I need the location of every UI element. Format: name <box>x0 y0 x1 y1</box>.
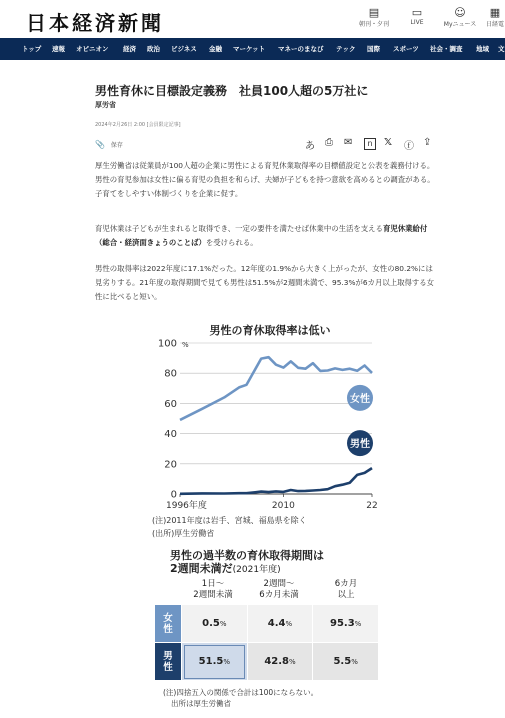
table-cell <box>313 643 379 681</box>
cell-value: 51.5 <box>198 656 224 667</box>
tv-icon: ▭ <box>411 6 423 19</box>
y-tick-label: 0 <box>170 489 177 501</box>
table-cell <box>313 605 379 643</box>
article-paragraph-3: 男性の取得率は2022年度に17.1%だった。12年度の1.9%から大きく上がったが、女性の80.2%には見劣りする。21年度の取得期間で見ても男性は51.5%が2週間未満で、95.3%が6カ月以上取得する女性に比べると短い。 <box>95 264 435 301</box>
column-header-long-line2: 以上 <box>337 590 355 600</box>
print-icon[interactable]: ⎙ <box>325 137 333 148</box>
nav-item-sports[interactable]: スポーツ <box>393 45 419 53</box>
nav-item-markets[interactable]: マーケット <box>233 45 266 53</box>
font-size-icon[interactable]: あ <box>305 141 315 152</box>
column-header-short-line1: 1日～ <box>201 579 225 589</box>
save-label: 保存 <box>110 142 123 149</box>
row-header-male-char1: 男 <box>163 650 173 662</box>
y-tick-label: 80 <box>164 368 177 380</box>
table-row-male <box>155 643 379 681</box>
article-paragraph-2 <box>95 222 440 250</box>
row-header-male-char2: 性 <box>163 661 173 673</box>
column-header-mid-line1: 2週間～ <box>263 579 295 589</box>
table-note <box>163 687 318 709</box>
cell-unit: % <box>289 658 296 666</box>
chart-source: (出所)厚生労働省 <box>152 529 215 538</box>
cell-value: 0.5 <box>202 618 220 629</box>
y-tick-label: 60 <box>164 398 177 410</box>
table-title-line2: 2週間未満だ <box>170 562 233 575</box>
article-title: 男性育休に目標設定義務 社員100人超の5万社に <box>95 84 369 98</box>
share-icon[interactable]: ⇪ <box>423 137 432 148</box>
newspaper-icon: ▤ <box>368 6 380 19</box>
row-header-female-char2: 性 <box>163 623 173 635</box>
row-header-female-char1: 女 <box>163 612 173 624</box>
cell-value: 5.5 <box>333 656 352 667</box>
paperclip-icon: 📎 <box>95 140 105 149</box>
table-note-line2: 出所は厚生労働省 <box>171 699 231 708</box>
nav-item-economy[interactable]: 経済 <box>123 45 136 53</box>
cell-unit: % <box>354 620 362 628</box>
edition-label: 朝刊・夕刊 <box>358 21 389 28</box>
paper-icon: ▦ <box>489 6 501 19</box>
nav-item-finance[interactable]: 金融 <box>209 45 222 53</box>
nav-item-business[interactable]: ビジネス <box>171 45 197 53</box>
y-tick-label: 40 <box>164 429 177 441</box>
nav-item-breaking[interactable]: 速報 <box>52 45 65 53</box>
save-button[interactable] <box>95 140 123 149</box>
nav-item-politics[interactable]: 政治 <box>147 45 160 53</box>
table-year: (2021年度) <box>232 565 281 575</box>
male-series-line <box>180 468 372 494</box>
table-cell <box>247 605 313 643</box>
female-series-label: 女性 <box>350 393 370 405</box>
paragraph-2-text: 育児休業は子どもが生まれると取得でき、一定の要件を満たせば休業中の生活を支える <box>95 224 383 233</box>
x-tick-label: 22 <box>366 501 378 511</box>
paragraph-2-tail: を受けられる。 <box>205 238 258 247</box>
table-title <box>170 549 324 577</box>
column-header-long <box>314 579 378 601</box>
paper-edition-button[interactable] <box>480 6 505 28</box>
my-news-label: Myニュース <box>443 21 477 28</box>
column-header-short-line2: 2週間未満 <box>193 590 233 600</box>
column-header-short <box>182 579 244 601</box>
user-icon: ☺ <box>454 6 466 19</box>
article-date: 2024年2月26日 2:00 [会員限定記事] <box>95 122 181 128</box>
table-row-female <box>155 605 379 643</box>
cell-unit: % <box>351 658 358 666</box>
table-title-line1: 男性の過半数の育休取得期間は <box>170 549 324 562</box>
cell-value: 42.8 <box>264 656 289 667</box>
nav-item-tech[interactable]: テック <box>336 45 356 53</box>
site-logo[interactable]: 日本経済新聞 <box>26 11 164 35</box>
nav-item-culture[interactable]: 文 <box>498 45 505 53</box>
mail-icon[interactable]: ✉ <box>344 137 353 148</box>
table-cell <box>247 643 313 681</box>
note-share-icon[interactable]: n <box>364 138 376 150</box>
live-button[interactable] <box>397 6 437 26</box>
nav-item-international[interactable]: 国際 <box>367 45 380 53</box>
cell-unit: % <box>285 620 293 628</box>
cell-unit: % <box>219 620 227 628</box>
article-subtitle: 厚労省 <box>95 101 116 109</box>
cell-unit: % <box>223 658 230 666</box>
female-series-line <box>180 357 372 420</box>
column-header-mid-line2: 6カ月未満 <box>259 590 299 600</box>
male-series-label: 男性 <box>350 439 370 451</box>
live-label: LIVE <box>410 19 424 26</box>
row-header-female <box>155 605 182 643</box>
chart-title: 男性の育休取得率は低い <box>209 324 331 337</box>
nav-item-money[interactable]: マネーのまなび <box>278 45 324 53</box>
column-header-long-line1: 6カ月 <box>334 579 358 589</box>
cell-value: 95.3 <box>329 618 355 629</box>
table-cell-highlight <box>182 643 248 681</box>
article-paragraph-1: 厚生労働省は従業員が100人超の企業に男性による育児休業取得率の目標値設定と公表を義務付ける。男性の育児参加は女性に偏る育児の負担を和らげ、夫婦が子どもを持つ意欲を高めるとの調査がある。子育てをしやすい体制づくりを企業に促す。 <box>95 161 435 198</box>
cell-value: 4.4 <box>267 618 286 629</box>
leave-period-table <box>154 604 379 681</box>
morning-evening-edition-button[interactable] <box>354 6 394 28</box>
row-header-male <box>155 643 182 681</box>
nav-item-regional[interactable]: 地域 <box>476 45 489 53</box>
nav-item-society[interactable]: 社会・調査 <box>430 45 463 53</box>
my-news-button[interactable] <box>440 6 480 28</box>
x-tick-label: 1996年度 <box>166 501 207 511</box>
childcare-benefit-link[interactable]: 育児休業給付（総合・経済面きょうのことば） <box>95 224 428 247</box>
x-tick-label: 2010 <box>271 501 295 511</box>
leave-rate-chart <box>150 318 390 543</box>
y-unit-label: % <box>182 341 189 349</box>
nav-item-opinion[interactable]: オピニオン <box>76 45 109 53</box>
y-tick-label: 100 <box>157 338 177 350</box>
x-share-icon[interactable]: 𝕏 <box>384 137 393 148</box>
main-nav <box>0 38 505 60</box>
table-note-line1: (注)四捨五入の関係で合計は100にならない。 <box>163 688 319 697</box>
table-cell <box>182 605 248 643</box>
facebook-icon[interactable]: ⓕ <box>404 141 414 152</box>
column-header-mid <box>245 579 313 601</box>
nav-item-top[interactable]: トップ <box>22 45 42 53</box>
y-tick-label: 20 <box>164 459 177 471</box>
chart-note: (注)2011年度は岩手、宮城、福島県を除く <box>152 516 307 525</box>
paper-edition-label: 日経電 <box>485 21 504 28</box>
